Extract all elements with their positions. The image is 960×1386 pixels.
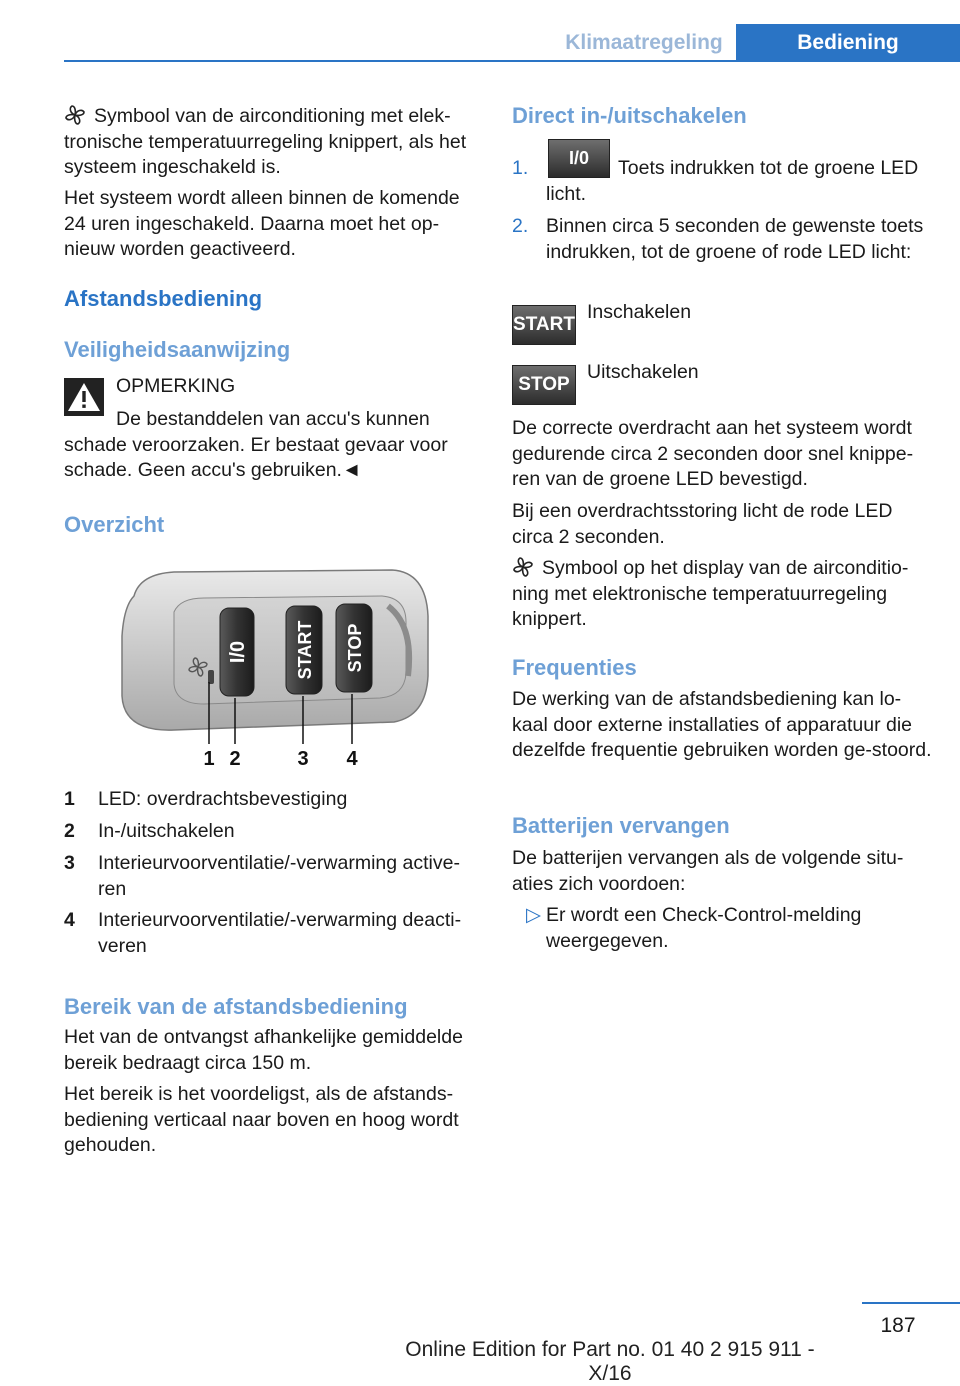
intro-paragraph-1 — [64, 104, 484, 181]
footer-rule — [862, 1302, 960, 1304]
confirmation-paragraph: De correcte overdracht aan het systeem wordt gedurende circa 2 seconden door snel knippe-ren van de groene LED bevestigd. — [512, 417, 914, 490]
start-button-image: START — [512, 305, 576, 345]
legend-text: Interieurvoorventilatie/-verwarming active-ren — [98, 852, 460, 900]
edition-text: Online Edition for Part no. 01 40 2 915 911 - X/16 — [405, 1338, 815, 1385]
heading-range: Bereik van de afstandsbediening — [64, 994, 408, 1019]
battery-paragraph: De batterijen vervangen als de volgende situ-aties zich voordoen: — [512, 847, 904, 895]
legend-number: 3 — [64, 852, 75, 874]
legend-number: 1 — [64, 788, 75, 810]
header-section-tab: Klimaatregeling — [565, 31, 723, 54]
callout-3: 3 — [297, 748, 309, 770]
figure-key-io: I/0 — [227, 640, 249, 664]
legend-number: 4 — [64, 909, 75, 931]
page-number: 187 — [880, 1314, 916, 1337]
bullet-item: Er wordt een Check-Control-melding weergegeven. — [546, 904, 862, 952]
stop-button-label: Uitschakelen — [587, 361, 699, 383]
heading-remote: Afstandsbediening — [64, 286, 263, 311]
fan-icon — [512, 556, 534, 578]
heading-batteries: Batterijen vervangen — [512, 813, 730, 838]
stop-button-image: STOP — [512, 365, 576, 405]
step-number: 2. — [512, 215, 529, 237]
legend-text: Interieurvoorventilatie/-verwarming deacti-veren — [98, 909, 462, 957]
remote-key-illustration — [114, 566, 434, 772]
legend-text: In-/uitschakelen — [98, 820, 235, 842]
legend-number: 2 — [64, 820, 75, 842]
legend-text: LED: overdrachtsbevestiging — [98, 788, 348, 810]
fan-icon — [64, 104, 86, 126]
range-paragraph-2: Het bereik is het voordeligst, als de afstands-bediening verticaal naar boven en hoog wordt gehouden. — [64, 1083, 459, 1156]
intro-text-1: Symbool van de airconditioning met elek-tronische temperatuurregeling knippert, als het systeem ingeschakeld is. — [64, 105, 467, 178]
intro-paragraph-2: Het systeem wordt alleen binnen de komende 24 uren ingeschakeld. Daarna moet het op-nieuw worden geactiveerd. — [64, 187, 460, 260]
callout-1: 1 — [203, 748, 215, 770]
bullet-arrow-icon: ▷ — [526, 904, 541, 926]
fault-paragraph: Bij een overdrachtsstoring licht de rode LED circa 2 seconden. — [512, 500, 893, 548]
io-button-image: I/0 — [548, 139, 610, 178]
step-number: 1. — [512, 157, 529, 179]
note-text: De bestanddelen van accu's kunnen schade veroorzaken. Er bestaat gevaar voor schade. Geen accu's gebruiken.◄ — [64, 408, 448, 481]
display-text: Symbool op het display van de airconditio-ning met elektronische temperatuurregeling knippert. — [512, 557, 909, 630]
heading-safety: Veiligheidsaanwijzing — [64, 337, 291, 362]
heading-direct: Direct in-/uitschakelen — [512, 103, 747, 128]
header-rule — [64, 60, 960, 62]
heading-overview: Overzicht — [64, 512, 165, 537]
figure-key-start: START — [295, 620, 315, 680]
heading-frequencies: Frequenties — [512, 655, 637, 680]
header-chapter-tab: Bediening — [736, 24, 960, 62]
callout-4: 4 — [346, 748, 358, 770]
step-text: Binnen circa 5 seconden de gewenste toets indrukken, tot de groene of rode LED licht: — [546, 215, 924, 263]
callout-2: 2 — [229, 748, 241, 770]
range-paragraph-1: Het van de ontvangst afhankelijke gemiddelde bereik bedraagt circa 150 m. — [64, 1026, 463, 1074]
frequency-paragraph: De werking van de afstandsbediening kan lo-kaal door externe installaties of apparatuur die dezelfde frequentie gebruiken worden ge-stoord. — [512, 688, 932, 761]
start-button-label: Inschakelen — [587, 301, 692, 323]
display-paragraph — [512, 556, 932, 633]
note-title: OPMERKING — [116, 375, 236, 397]
step-text: Toets indrukken tot de groene LED licht. — [546, 157, 919, 205]
figure-key-stop: STOP — [345, 623, 365, 673]
